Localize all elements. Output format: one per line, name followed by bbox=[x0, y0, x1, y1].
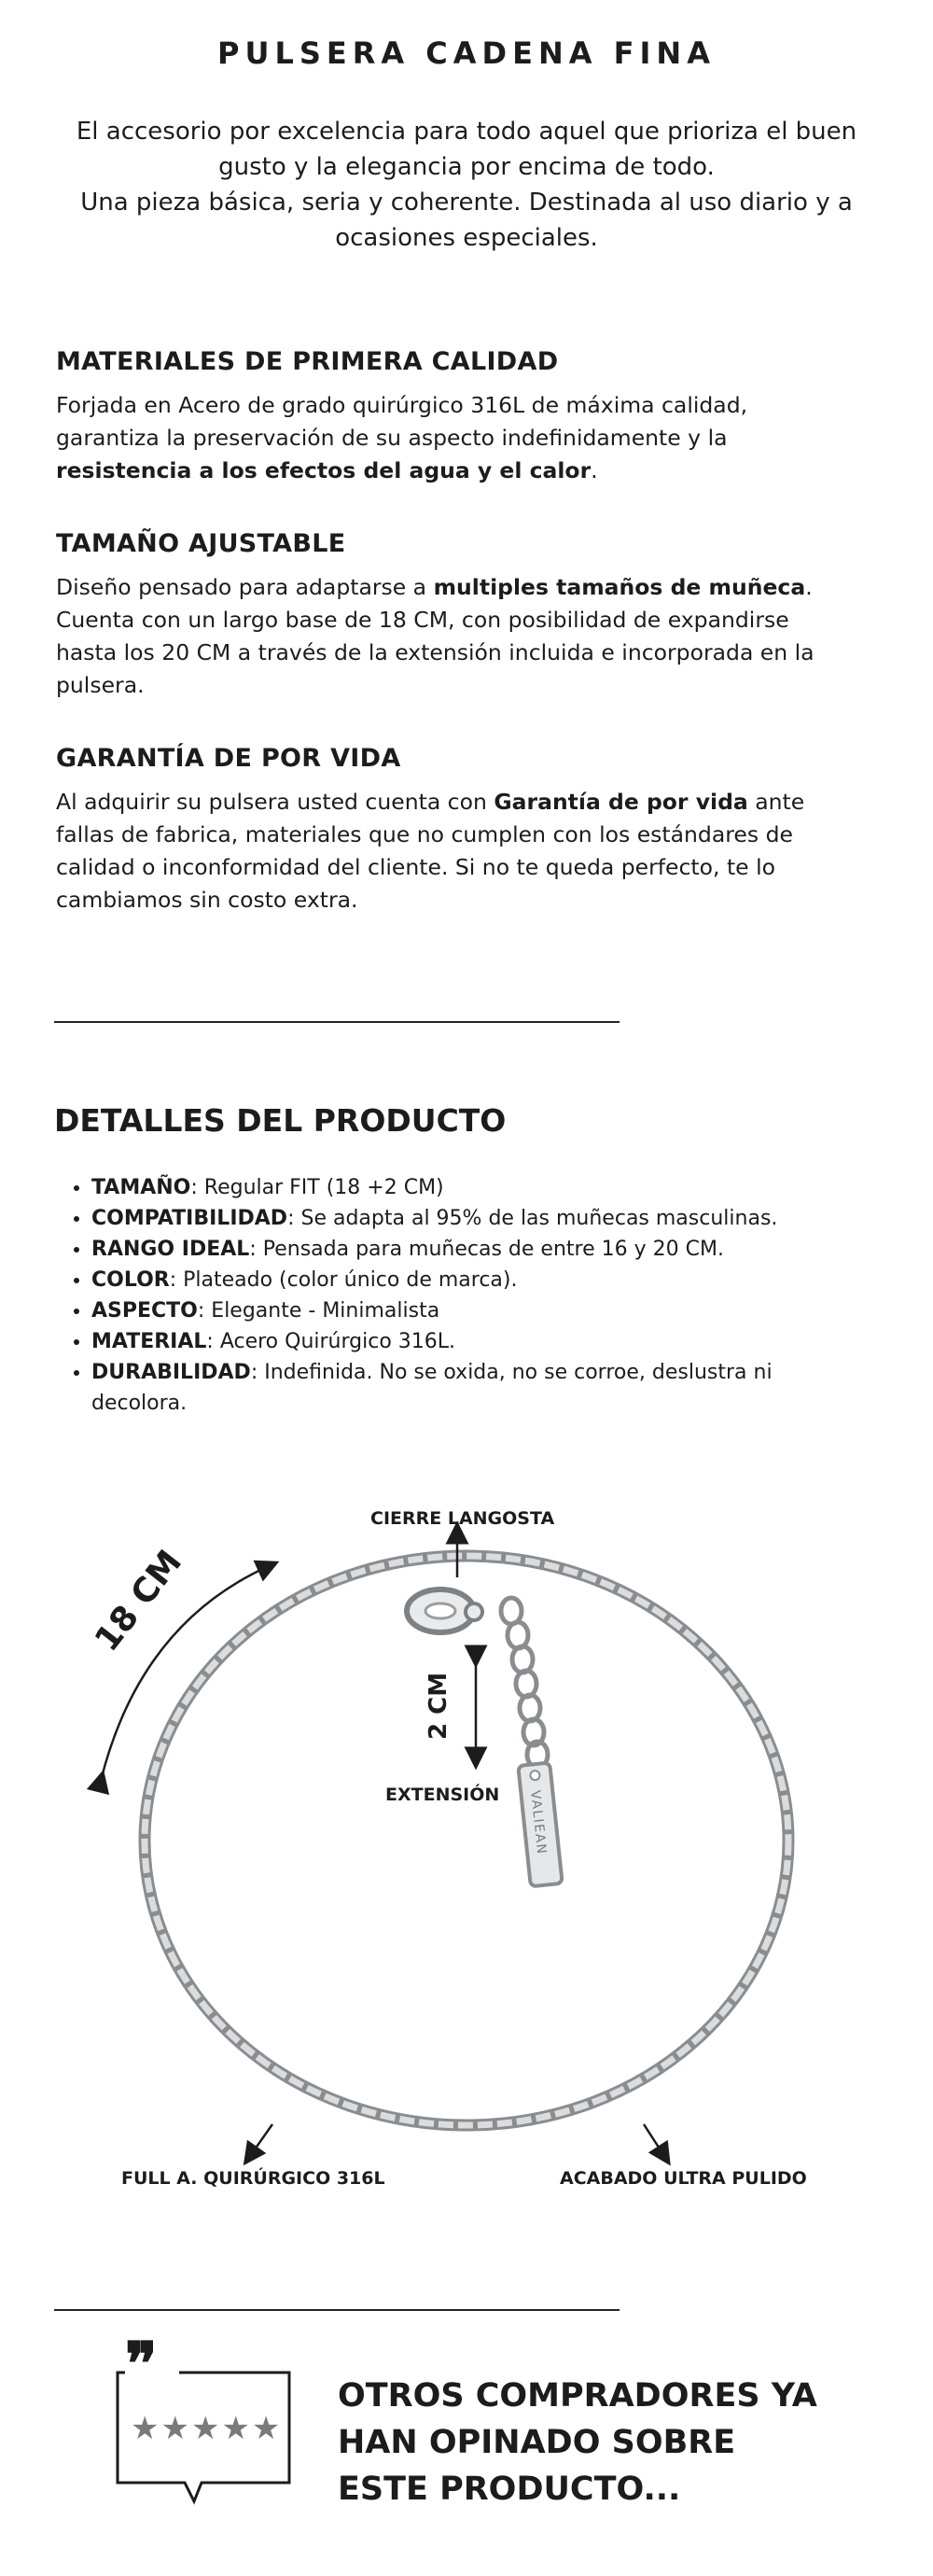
quote-icon: ❞ bbox=[125, 2330, 158, 2400]
lobster-clasp bbox=[407, 1589, 482, 1632]
spec-item: • MATERIAL: Acero Quirúrgico 316L. bbox=[91, 1326, 838, 1357]
section-title: MATERIALES DE PRIMERA CALIDAD bbox=[56, 347, 559, 376]
divider bbox=[54, 2309, 620, 2311]
section-body: Forjada en Acero de grado quirúrgico 316L de máxima calidad, garantiza la preservación de su aspecto indefinidamente y la resistencia a los efectos del agua y el calor. bbox=[56, 392, 748, 483]
review-speech-bubble bbox=[112, 2330, 299, 2520]
page-title: PULSERA CADENA FINA bbox=[217, 35, 716, 71]
spec-list bbox=[54, 1172, 838, 1419]
svg-text:VALIEAN: VALIEAN bbox=[527, 1789, 550, 1856]
section-body: Al adquirir su pulsera usted cuenta con Garantía de por vida ante fallas de fabrica, materiales que no cumplen con los estándares de calidad o inconformidad del cliente. Si no te queda perfecto, te lo cambiamos sin costo extra. bbox=[56, 789, 805, 913]
section-warranty bbox=[56, 744, 821, 917]
section-materials bbox=[56, 347, 821, 487]
bracelet-diagram bbox=[0, 1475, 933, 2203]
reviews-heading: OTROS COMPRADORES YA HAN OPINADO SOBRE ESTE PRODUCTO... bbox=[338, 2377, 817, 2508]
section-size bbox=[56, 529, 821, 702]
material-arrow bbox=[250, 2124, 272, 2156]
divider bbox=[54, 1021, 620, 1023]
spec-item: • RANGO IDEAL: Pensada para muñecas de entre 16 y 20 CM. bbox=[91, 1234, 838, 1265]
finish-arrow bbox=[644, 2124, 664, 2156]
length-label: 18 CM bbox=[88, 1543, 190, 1659]
finish-label: ACABADO ULTRA PULIDO bbox=[560, 2168, 807, 2189]
intro bbox=[56, 114, 877, 256]
section-title: TAMAÑO AJUSTABLE bbox=[56, 529, 346, 558]
intro-line-1: El accesorio por excelencia para todo aquel que prioriza el buen gusto y la elegancia por encima de todo. bbox=[76, 118, 857, 181]
details-title: DETALLES DEL PRODUCTO bbox=[54, 1102, 507, 1139]
spec-item: • TAMAÑO: Regular FIT (18 +2 CM) bbox=[91, 1172, 838, 1203]
section-title: GARANTÍA DE POR VIDA bbox=[56, 744, 401, 773]
extension-label: EXTENSIÓN bbox=[385, 1785, 500, 1805]
spec-item: • COMPATIBILIDAD: Se adapta al 95% de las muñecas masculinas. bbox=[91, 1203, 838, 1234]
section-body: Diseño pensado para adaptarse a multiples tamaños de muñeca. Cuenta con un largo base de 18 CM, con posibilidad de expandirse hasta los 20 CM a través de la extensión incluida e incorporada en la pulsera. bbox=[56, 574, 815, 698]
star-rating: ★★★★★ bbox=[131, 2410, 283, 2447]
clasp-label: CIERRE LANGOSTA bbox=[370, 1508, 555, 1529]
extension-chain bbox=[501, 1598, 548, 1768]
extension-size-label: 2 CM bbox=[425, 1672, 453, 1740]
intro-line-2: Una pieza básica, seria y coherente. Destinada al uso diario y a ocasiones especiales. bbox=[80, 189, 853, 252]
spec-item: • ASPECTO: Elegante - Minimalista bbox=[91, 1295, 838, 1326]
spec-item: • COLOR: Plateado (color único de marca). bbox=[91, 1265, 838, 1295]
material-label: FULL A. QUIRÚRGICO 316L bbox=[121, 2168, 385, 2189]
spec-item: • DURABILIDAD: Indefinida. No se oxida, no se corroe, deslustra ni decolora. bbox=[91, 1357, 838, 1419]
brand-tag bbox=[518, 1762, 562, 1886]
